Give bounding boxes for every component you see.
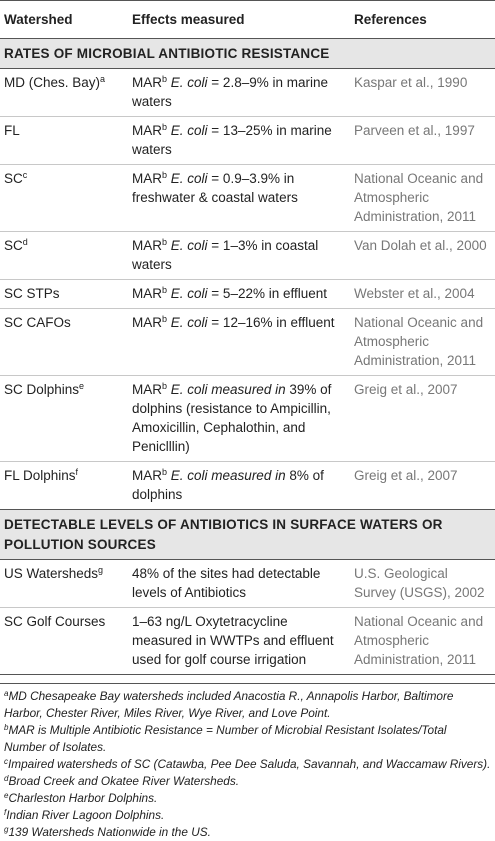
watershed-name: SC Dolphins bbox=[4, 382, 80, 397]
effect-text: 8% of dolphins bbox=[132, 468, 324, 502]
mar-label: MAR bbox=[132, 123, 162, 138]
ecoli-label: E. coli bbox=[170, 286, 208, 301]
section-header bbox=[0, 510, 495, 560]
reference-cell: Webster et al., 2004 bbox=[350, 280, 495, 309]
footnote-text: Impaired watersheds of SC (Catawba, Pee Dee Saluda, Savannah, and Waccamaw Rivers). bbox=[8, 757, 491, 771]
mar-label: MAR bbox=[132, 468, 162, 483]
footnote-mark: b bbox=[162, 122, 168, 132]
footnote bbox=[4, 807, 491, 824]
ecoli-label: E. coli bbox=[170, 123, 208, 138]
effect-text: = 13–25% in marine waters bbox=[132, 123, 332, 157]
mar-label: MAR bbox=[132, 315, 162, 330]
footnote-mark: b bbox=[4, 723, 9, 732]
effect-text: = 12–16% in effluent bbox=[207, 315, 335, 330]
footnote-mark: b bbox=[162, 285, 168, 295]
mar-label: MAR bbox=[132, 382, 162, 397]
mar-label: MAR bbox=[132, 286, 162, 301]
footnote-text: MAR is Multiple Antibiotic Resistance = Number of Microbial Resistant Isolates/Total Number of Isolates. bbox=[4, 723, 447, 754]
footnote bbox=[4, 773, 491, 790]
ecoli-label: E. coli bbox=[170, 75, 208, 90]
footnote-text: 139 Watersheds Nationwide in the US. bbox=[8, 825, 211, 839]
footnote-mark: b bbox=[162, 170, 168, 180]
table-row bbox=[0, 165, 495, 232]
reference-cell: National Oceanic and Atmospheric Administration, 2011 bbox=[350, 309, 495, 376]
watershed-name: FL bbox=[4, 123, 20, 138]
watershed-name: FL Dolphins bbox=[4, 468, 76, 483]
watershed-name: SC bbox=[4, 238, 23, 253]
section2-body bbox=[0, 510, 495, 675]
reference-cell: Parveen et al., 1997 bbox=[350, 117, 495, 165]
footnote-mark: f bbox=[4, 808, 7, 817]
table-row bbox=[0, 462, 495, 510]
effect-cell bbox=[128, 309, 350, 376]
mar-label: MAR bbox=[132, 238, 162, 253]
section-title: RATES OF MICROBIAL ANTIBIOTIC RESISTANCE bbox=[0, 39, 495, 69]
watershed-cell bbox=[0, 309, 128, 376]
footnote-mark: b bbox=[162, 74, 168, 84]
effect-text: = 5–22% in effluent bbox=[207, 286, 328, 301]
footnote-mark: g bbox=[98, 565, 104, 575]
reference-cell: Kaspar et al., 1990 bbox=[350, 69, 495, 117]
effect-cell bbox=[128, 232, 350, 280]
reference-cell: Greig et al., 2007 bbox=[350, 376, 495, 462]
footnote-mark: b bbox=[162, 467, 168, 477]
header-watershed: Watershed bbox=[0, 1, 128, 39]
effect-text: 39% of dolphins (resistance to Ampicillin, Amoxicillin, Cephalothin, and Peniclllin) bbox=[132, 382, 332, 454]
effect-text: = 1–3% in coastal waters bbox=[132, 238, 319, 272]
reference-cell: Van Dolah et al., 2000 bbox=[350, 232, 495, 280]
effect-cell bbox=[128, 462, 350, 510]
footnote-mark: f bbox=[75, 467, 79, 477]
effect-cell: 1–63 ng/L Oxytetracycline measured in WWTPs and effluent used for golf course irrigation bbox=[128, 608, 350, 675]
ecoli-label: E. coli bbox=[170, 238, 208, 253]
table-row bbox=[0, 608, 495, 675]
effect-cell bbox=[128, 280, 350, 309]
table-row bbox=[0, 560, 495, 608]
mar-label: MAR bbox=[132, 75, 162, 90]
watershed-name: SC STPs bbox=[4, 286, 60, 301]
effect-cell: 48% of the sites had detectable levels of Antibiotics bbox=[128, 560, 350, 608]
effect-text: = 0.9–3.9% in freshwater & coastal waters bbox=[132, 171, 298, 205]
table-row bbox=[0, 117, 495, 165]
table-row bbox=[0, 280, 495, 309]
footnote-text: Indian River Lagoon Dolphins. bbox=[6, 808, 165, 822]
effect-cell bbox=[128, 165, 350, 232]
section1-body bbox=[0, 39, 495, 510]
watershed-cell bbox=[0, 608, 128, 675]
header-references: References bbox=[350, 1, 495, 39]
watershed-name: SC bbox=[4, 171, 23, 186]
reference-cell: U.S. Geological Survey (USGS), 2002 bbox=[350, 560, 495, 608]
header-row bbox=[0, 1, 495, 39]
reference-cell: National Oceanic and Atmospheric Administration, 2011 bbox=[350, 608, 495, 675]
table-row bbox=[0, 232, 495, 280]
footnote-mark: a bbox=[4, 689, 9, 698]
watershed-cell bbox=[0, 560, 128, 608]
footnote bbox=[4, 824, 491, 841]
table-row bbox=[0, 69, 495, 117]
footnote-mark: e bbox=[79, 381, 85, 391]
watershed-name: SC Golf Courses bbox=[4, 614, 106, 629]
section-title: DETECTABLE LEVELS OF ANTIBIOTICS IN SURFACE WATERS OR POLLUTION SOURCES bbox=[0, 510, 495, 560]
ecoli-label: E. coli measured in bbox=[170, 468, 286, 483]
footnote-mark: e bbox=[4, 791, 9, 800]
footnote bbox=[4, 790, 491, 807]
ecoli-label: E. coli measured in bbox=[170, 382, 286, 397]
footnote-mark: c bbox=[22, 170, 28, 180]
watershed-cell bbox=[0, 69, 128, 117]
footnote bbox=[4, 688, 491, 722]
table-row bbox=[0, 309, 495, 376]
effect-cell bbox=[128, 376, 350, 462]
footnote bbox=[4, 756, 491, 773]
watershed-name: SC CAFOs bbox=[4, 315, 71, 330]
footnote-text: Charleston Harbor Dolphins. bbox=[8, 791, 158, 805]
reference-cell: National Oceanic and Atmospheric Administration, 2011 bbox=[350, 165, 495, 232]
watershed-cell bbox=[0, 376, 128, 462]
reference-cell: Greig et al., 2007 bbox=[350, 462, 495, 510]
footnote-mark: d bbox=[4, 774, 9, 783]
watershed-name: US Watersheds bbox=[4, 566, 99, 581]
watershed-cell bbox=[0, 165, 128, 232]
footnotes bbox=[0, 683, 495, 841]
footnote-mark: b bbox=[162, 237, 168, 247]
effect-text: = 2.8–9% in marine waters bbox=[132, 75, 328, 109]
footnote-mark: c bbox=[4, 757, 8, 766]
table-row bbox=[0, 376, 495, 462]
effect-cell bbox=[128, 69, 350, 117]
watershed-cell bbox=[0, 462, 128, 510]
footnote-mark: b bbox=[162, 314, 168, 324]
header-effects: Effects measured bbox=[128, 1, 350, 39]
watershed-cell bbox=[0, 280, 128, 309]
footnote-mark: a bbox=[100, 74, 106, 84]
footnote-text: Broad Creek and Okatee River Watersheds. bbox=[8, 774, 240, 788]
footnote-text: MD Chesapeake Bay watersheds included Anacostia R., Annapolis Harbor, Baltimore Harbor, Chester River, Miles River, Wye River, and Love Point. bbox=[4, 689, 454, 720]
footnote bbox=[4, 722, 491, 756]
footnote-mark: g bbox=[4, 825, 9, 834]
footnote-mark: b bbox=[162, 381, 168, 391]
ecoli-label: E. coli bbox=[170, 315, 208, 330]
watershed-name: MD (Ches. Bay) bbox=[4, 75, 101, 90]
ecoli-label: E. coli bbox=[170, 171, 208, 186]
footnote-mark: d bbox=[22, 237, 28, 247]
effect-cell bbox=[128, 117, 350, 165]
mar-label: MAR bbox=[132, 171, 162, 186]
watershed-cell bbox=[0, 117, 128, 165]
section-header bbox=[0, 39, 495, 69]
watershed-cell bbox=[0, 232, 128, 280]
